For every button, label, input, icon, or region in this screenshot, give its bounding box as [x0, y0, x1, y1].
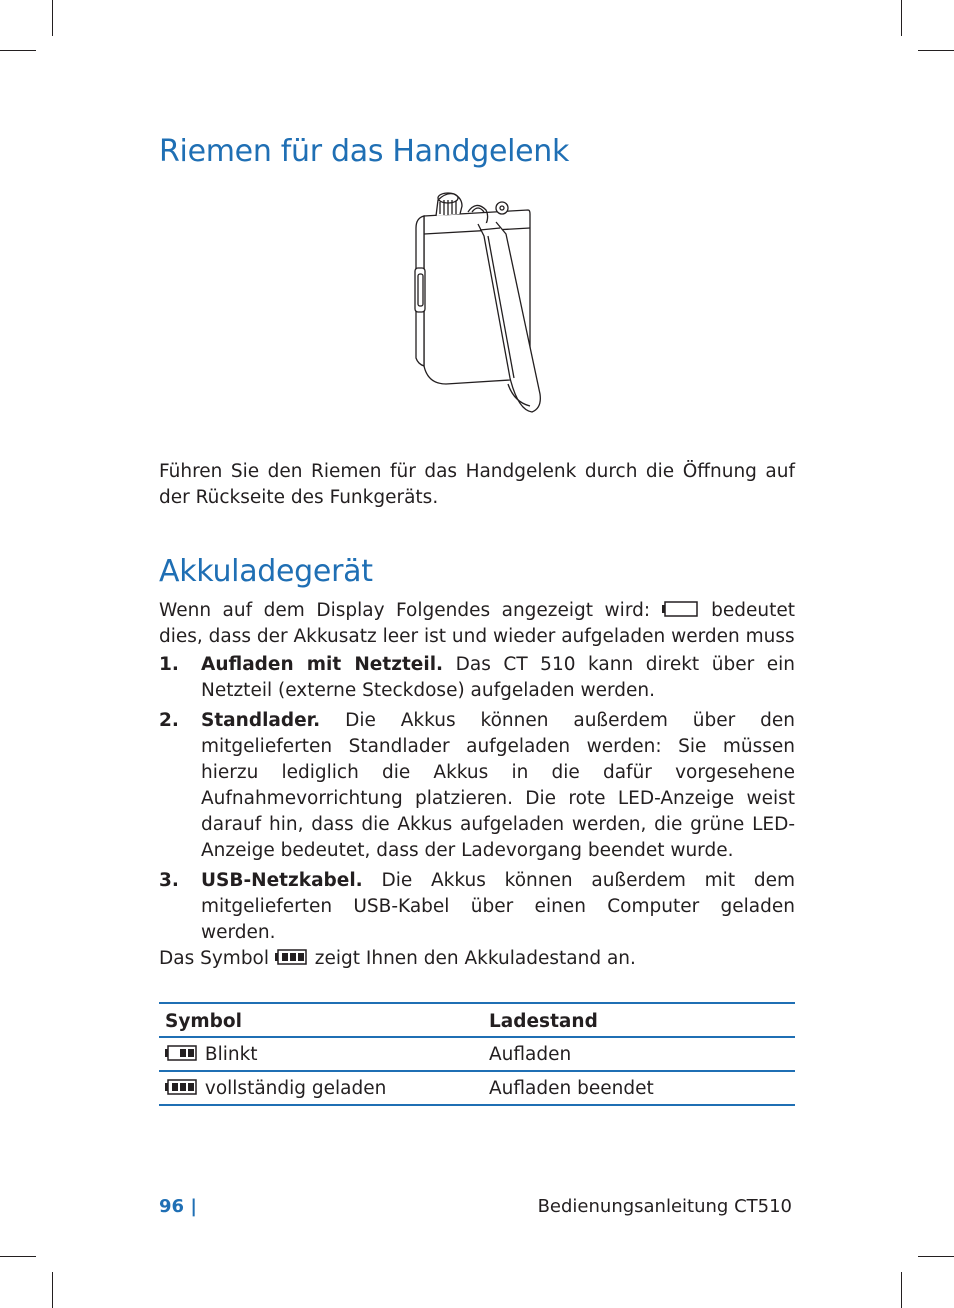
- crop-mark: [0, 50, 36, 51]
- list-item-number: 1.: [159, 654, 179, 675]
- list-item-number: 3.: [159, 870, 179, 891]
- list-item: [159, 708, 795, 864]
- wrist-strap-instruction: Führen Sie den Riemen für das Handgelenk durch die Öffnung auf der Rückseite des Funkgeräts.: [159, 461, 795, 508]
- crop-mark: [901, 1272, 902, 1308]
- table-header-row: [159, 1003, 795, 1037]
- list-item-number: 2.: [159, 710, 179, 731]
- table-cell-symbol: [159, 1037, 471, 1071]
- list-item-text: Die Akkus können außerdem über den mitgelieferten Standlader aufgeladen werden: Sie müssen hierzu lediglich die Akkus in die dafür vorgesehene Aufnahmevorrichtung platzieren. Die rote LED-Anzeige weist darauf hin, dass die Akkus aufgeladen werden, die grüne LED-Anzeige bedeutet, dass der Ladevorgang beendet wurde.: [201, 710, 795, 861]
- table-row: [159, 1037, 795, 1071]
- charger-intro-before: Wenn auf dem Display Folgendes angezeigt wird:: [159, 600, 651, 621]
- crop-mark: [0, 1256, 36, 1257]
- battery-partial-icon: [165, 1043, 199, 1063]
- list-item-text: Die Akkus können außerdem mit dem mitgelieferten USB-Kabel über einen Computer geladen werden.: [201, 870, 795, 943]
- list-item-lead: USB-Netzkabel.: [201, 870, 363, 891]
- battery-full-icon: [165, 1077, 199, 1097]
- list-item: [159, 868, 795, 946]
- battery-status-table: [159, 1002, 795, 1106]
- crop-mark: [52, 0, 53, 36]
- section-title-wrist-strap: Riemen für das Handgelenk: [159, 134, 570, 169]
- charger-intro-after: bedeutet dies, dass der Akkusatz leer ist und wieder aufgeladen werden muss: [159, 600, 795, 647]
- battery-empty-icon: [662, 599, 700, 619]
- crop-mark: [918, 1256, 954, 1257]
- list-item-lead: Standlader.: [201, 710, 321, 731]
- table-header-symbol: Symbol: [159, 1003, 471, 1037]
- charging-methods-list: [159, 652, 795, 950]
- list-item-lead: Aufladen mit Netzteil.: [201, 654, 444, 675]
- table-header-status: Ladestand: [471, 1003, 795, 1037]
- symbol-note-after: zeigt Ihnen den Akkuladestand an.: [308, 948, 636, 969]
- document-title: Bedienungsanleitung CT510: [537, 1196, 792, 1217]
- crop-mark: [918, 50, 954, 51]
- page-number: 96 |: [159, 1196, 197, 1217]
- section-title-battery-charger: Akkuladegerät: [159, 554, 373, 589]
- table-row: [159, 1071, 795, 1105]
- table-cell-symbol-text: vollständig geladen: [204, 1078, 387, 1099]
- table-cell-symbol-text: Blinkt: [204, 1044, 258, 1065]
- list-item-text: Das CT 510 kann direkt über ein Netzteil (externe Steckdose) aufgeladen werden.: [201, 654, 795, 701]
- symbol-note-before: Das Symbol: [159, 948, 270, 969]
- table-cell-symbol: [159, 1071, 471, 1105]
- charger-intro: [159, 598, 795, 650]
- crop-mark: [901, 0, 902, 36]
- list-item: [159, 652, 795, 704]
- table-cell-status: Aufladen beendet: [471, 1071, 795, 1105]
- radio-with-strap-illustration: [410, 188, 550, 418]
- battery-full-icon: [275, 947, 309, 967]
- table-cell-status: Aufladen: [471, 1037, 795, 1071]
- crop-mark: [52, 1272, 53, 1308]
- battery-symbol-note: [159, 946, 795, 972]
